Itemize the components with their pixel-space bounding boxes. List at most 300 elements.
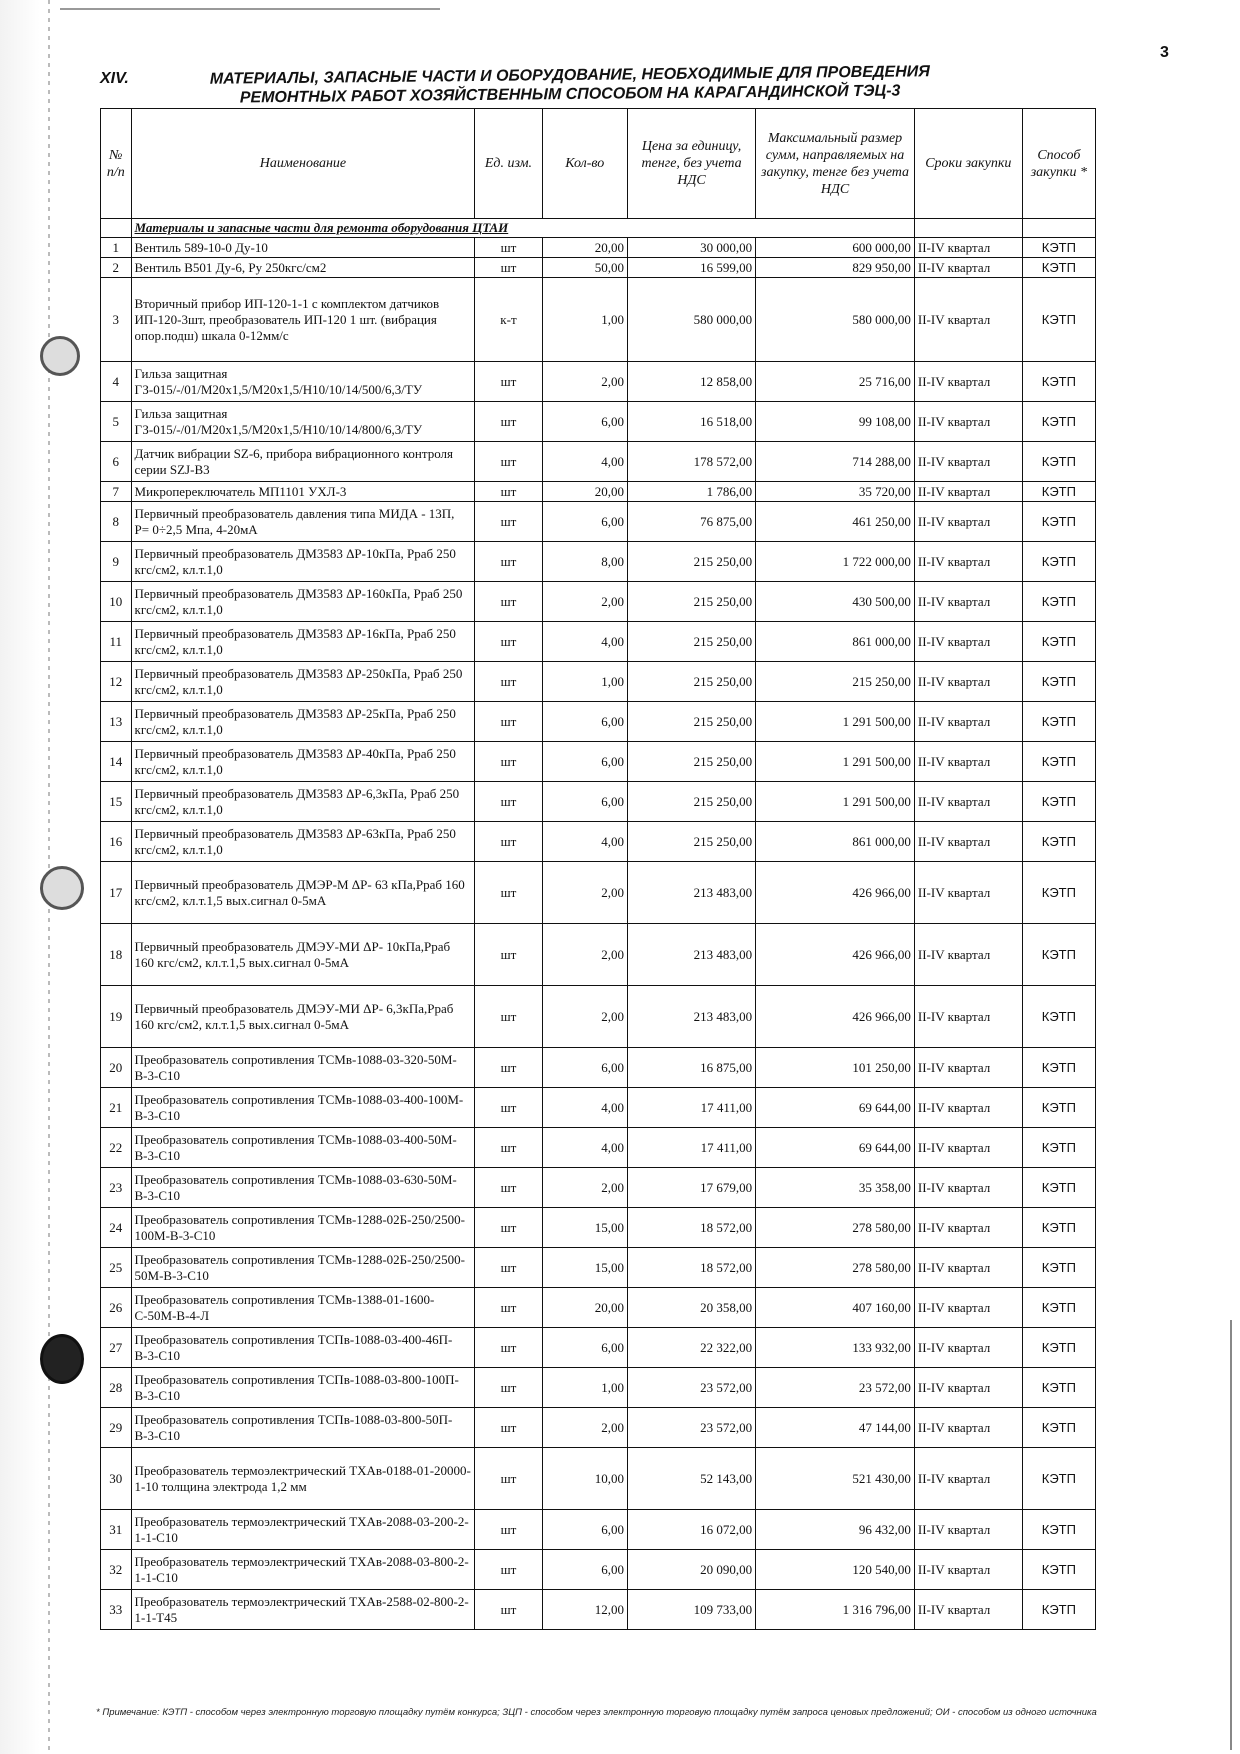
item-max-sum: 461 250,00 <box>756 502 915 542</box>
item-unit-price: 16 599,00 <box>627 258 755 278</box>
table-row <box>101 362 1096 402</box>
item-max-sum: 1 291 500,00 <box>756 702 915 742</box>
item-quantity: 15,00 <box>542 1248 627 1288</box>
item-term: II-IV квартал <box>914 1128 1022 1168</box>
item-method: КЭТП <box>1022 1128 1095 1168</box>
item-max-sum: 714 288,00 <box>756 442 915 482</box>
item-method: КЭТП <box>1022 1088 1095 1128</box>
row-number: 10 <box>101 582 132 622</box>
item-max-sum: 23 572,00 <box>756 1368 915 1408</box>
item-method: КЭТП <box>1022 1048 1095 1088</box>
item-quantity: 2,00 <box>542 1168 627 1208</box>
materials-table <box>100 108 1096 1630</box>
table-row <box>101 1408 1096 1448</box>
item-name: Преобразователь сопротивления ТСМв-1388-01-1600-С-50М-В-4-Л <box>131 1288 475 1328</box>
item-name: Вентиль В501 Ду-6, Ру 250кгс/см2 <box>131 258 475 278</box>
item-quantity: 4,00 <box>542 442 627 482</box>
table-row <box>101 442 1096 482</box>
item-unit: шт <box>475 702 542 742</box>
item-unit: шт <box>475 1168 542 1208</box>
item-quantity: 6,00 <box>542 1550 627 1590</box>
item-name: Преобразователь сопротивления ТСПв-1088-03-800-50П-В-3-С10 <box>131 1408 475 1448</box>
item-method: КЭТП <box>1022 986 1095 1048</box>
item-quantity: 1,00 <box>542 1368 627 1408</box>
item-term: II-IV квартал <box>914 702 1022 742</box>
item-method: КЭТП <box>1022 1368 1095 1408</box>
item-method: КЭТП <box>1022 924 1095 986</box>
row-number: 17 <box>101 862 132 924</box>
row-number: 30 <box>101 1448 132 1510</box>
item-unit: шт <box>475 862 542 924</box>
item-quantity: 2,00 <box>542 986 627 1048</box>
item-max-sum: 521 430,00 <box>756 1448 915 1510</box>
item-term: II-IV квартал <box>914 1088 1022 1128</box>
table-row <box>101 582 1096 622</box>
item-quantity: 15,00 <box>542 1208 627 1248</box>
item-unit-price: 12 858,00 <box>627 362 755 402</box>
row-number: 31 <box>101 1510 132 1550</box>
row-number: 13 <box>101 702 132 742</box>
punch-hole-icon <box>40 336 80 376</box>
item-max-sum: 25 716,00 <box>756 362 915 402</box>
item-method: КЭТП <box>1022 822 1095 862</box>
item-quantity: 6,00 <box>542 402 627 442</box>
table-row <box>101 622 1096 662</box>
item-term: II-IV квартал <box>914 502 1022 542</box>
item-name: Микропереключатель МП1101 УХЛ-3 <box>131 482 475 502</box>
category-row <box>101 219 1096 238</box>
item-quantity: 6,00 <box>542 782 627 822</box>
item-method: КЭТП <box>1022 502 1095 542</box>
item-unit-price: 23 572,00 <box>627 1368 755 1408</box>
item-method: КЭТП <box>1022 1408 1095 1448</box>
item-term: II-IV квартал <box>914 822 1022 862</box>
item-method: КЭТП <box>1022 742 1095 782</box>
item-name: Преобразователь сопротивления ТСМв-1088-03-400-100М-В-3-С10 <box>131 1088 475 1128</box>
footnote: * Примечание: КЭТП - способом через электронную торговую площадку путём конкурса; ЗЦП - способом через электронную торговую площадку путём запроса ценовых предложений; ОИ - способом из одного источника <box>96 1707 1097 1718</box>
item-quantity: 12,00 <box>542 1590 627 1630</box>
header-qty: Кол-во <box>542 109 627 219</box>
item-unit-price: 215 250,00 <box>627 622 755 662</box>
item-name: Первичный преобразователь ДМ3583 ΔР-160кПа, Рраб 250 кгс/см2, кл.т.1,0 <box>131 582 475 622</box>
item-unit-price: 17 411,00 <box>627 1128 755 1168</box>
row-number: 22 <box>101 1128 132 1168</box>
item-unit: шт <box>475 502 542 542</box>
title-line-2: РЕМОНТНЫХ РАБОТ ХОЗЯЙСТВЕННЫМ СПОСОБОМ НА КАРАГАНДИНСКОЙ ТЭЦ-3 <box>239 82 901 107</box>
item-max-sum: 426 966,00 <box>756 862 915 924</box>
item-name: Преобразователь термоэлектрический ТХАв-0188-01-20000-1-10 толщина электрода 1,2 мм <box>131 1448 475 1510</box>
item-unit: шт <box>475 1408 542 1448</box>
item-quantity: 6,00 <box>542 1328 627 1368</box>
item-unit: шт <box>475 542 542 582</box>
item-quantity: 4,00 <box>542 1128 627 1168</box>
row-number: 20 <box>101 1048 132 1088</box>
item-max-sum: 1 316 796,00 <box>756 1590 915 1630</box>
item-max-sum: 215 250,00 <box>756 662 915 702</box>
table-row <box>101 1368 1096 1408</box>
item-term: II-IV квартал <box>914 1208 1022 1248</box>
item-max-sum: 69 644,00 <box>756 1088 915 1128</box>
table-row <box>101 238 1096 258</box>
table-row <box>101 924 1096 986</box>
item-max-sum: 47 144,00 <box>756 1408 915 1448</box>
item-term: II-IV квартал <box>914 542 1022 582</box>
item-unit: шт <box>475 822 542 862</box>
item-unit-price: 22 322,00 <box>627 1328 755 1368</box>
item-name: Преобразователь сопротивления ТСМв-1088-03-400-50М-В-3-С10 <box>131 1128 475 1168</box>
item-term: II-IV квартал <box>914 1168 1022 1208</box>
row-number: 14 <box>101 742 132 782</box>
item-term: II-IV квартал <box>914 482 1022 502</box>
row-number: 15 <box>101 782 132 822</box>
row-number: 23 <box>101 1168 132 1208</box>
item-unit-price: 30 000,00 <box>627 238 755 258</box>
row-number: 1 <box>101 238 132 258</box>
item-max-sum: 278 580,00 <box>756 1208 915 1248</box>
item-method: КЭТП <box>1022 1590 1095 1630</box>
item-unit-price: 215 250,00 <box>627 582 755 622</box>
item-term: II-IV квартал <box>914 924 1022 986</box>
table-row <box>101 702 1096 742</box>
table-row <box>101 822 1096 862</box>
row-number: 33 <box>101 1590 132 1630</box>
item-term: II-IV квартал <box>914 1248 1022 1288</box>
item-max-sum: 101 250,00 <box>756 1048 915 1088</box>
item-term: II-IV квартал <box>914 402 1022 442</box>
item-method: КЭТП <box>1022 402 1095 442</box>
item-unit-price: 18 572,00 <box>627 1248 755 1288</box>
item-unit-price: 213 483,00 <box>627 924 755 986</box>
category-label: Материалы и запасные части для ремонта оборудования ЦТАИ <box>131 219 914 238</box>
table-row <box>101 1288 1096 1328</box>
item-method: КЭТП <box>1022 482 1095 502</box>
row-number: 25 <box>101 1248 132 1288</box>
item-unit: шт <box>475 1128 542 1168</box>
item-max-sum: 69 644,00 <box>756 1128 915 1168</box>
row-number: 28 <box>101 1368 132 1408</box>
table-row <box>101 402 1096 442</box>
item-name: Вторичный прибор ИП-120-1-1 с комплектом датчиков ИП-120-3шт, преобразователь ИП-120 1 шт. (вибрация опор.подш) шкала 0-12мм/с <box>131 278 475 362</box>
item-unit: шт <box>475 238 542 258</box>
page-title <box>150 62 990 109</box>
table-row <box>101 742 1096 782</box>
item-max-sum: 99 108,00 <box>756 402 915 442</box>
item-term: II-IV квартал <box>914 622 1022 662</box>
item-term: II-IV квартал <box>914 1408 1022 1448</box>
item-quantity: 6,00 <box>542 702 627 742</box>
page-number: 3 <box>1160 44 1169 61</box>
item-max-sum: 426 966,00 <box>756 986 915 1048</box>
row-number: 21 <box>101 1088 132 1128</box>
item-name: Первичный преобразователь ДМЭУ-МИ ΔР- 6,3кПа,Рраб 160 кгс/см2, кл.т.1,5 вых.сигнал 0-5мА <box>131 986 475 1048</box>
table-row <box>101 986 1096 1048</box>
item-max-sum: 1 291 500,00 <box>756 782 915 822</box>
item-method: КЭТП <box>1022 622 1095 662</box>
row-number: 24 <box>101 1208 132 1248</box>
item-unit: к-т <box>475 278 542 362</box>
item-quantity: 4,00 <box>542 1088 627 1128</box>
item-quantity: 4,00 <box>542 822 627 862</box>
item-name: Первичный преобразователь ДМ3583 ΔР-63кПа, Рраб 250 кгс/см2, кл.т.1,0 <box>131 822 475 862</box>
item-unit-price: 213 483,00 <box>627 986 755 1048</box>
item-unit: шт <box>475 582 542 622</box>
row-number: 11 <box>101 622 132 662</box>
item-unit-price: 76 875,00 <box>627 502 755 542</box>
row-number: 29 <box>101 1408 132 1448</box>
item-unit: шт <box>475 1088 542 1128</box>
row-number: 16 <box>101 822 132 862</box>
item-name: Гильза защитная ГЗ-015/-/01/M20x1,5/M20x1,5/H10/10/14/500/6,3/ТУ <box>131 362 475 402</box>
row-number: 5 <box>101 402 132 442</box>
item-unit-price: 16 518,00 <box>627 402 755 442</box>
item-unit: шт <box>475 986 542 1048</box>
item-name: Гильза защитная ГЗ-015/-/01/M20x1,5/M20x1,5/H10/10/14/800/6,3/ТУ <box>131 402 475 442</box>
row-number: 12 <box>101 662 132 702</box>
table-row <box>101 1248 1096 1288</box>
item-quantity: 1,00 <box>542 278 627 362</box>
row-number: 4 <box>101 362 132 402</box>
item-method: КЭТП <box>1022 1510 1095 1550</box>
item-unit: шт <box>475 442 542 482</box>
item-term: II-IV квартал <box>914 782 1022 822</box>
table-row <box>101 862 1096 924</box>
item-quantity: 6,00 <box>542 1510 627 1550</box>
table-row <box>101 1550 1096 1590</box>
row-number: 2 <box>101 258 132 278</box>
item-quantity: 2,00 <box>542 582 627 622</box>
item-method: КЭТП <box>1022 258 1095 278</box>
item-unit-price: 109 733,00 <box>627 1590 755 1630</box>
row-number: 18 <box>101 924 132 986</box>
item-unit: шт <box>475 782 542 822</box>
header-method: Способ закупки * <box>1022 109 1095 219</box>
table-row <box>101 1510 1096 1550</box>
item-term: II-IV квартал <box>914 1368 1022 1408</box>
item-name: Первичный преобразователь ДМ3583 ΔР-25кПа, Рраб 250 кгс/см2, кл.т.1,0 <box>131 702 475 742</box>
item-method: КЭТП <box>1022 662 1095 702</box>
item-max-sum: 861 000,00 <box>756 822 915 862</box>
header-name: Наименование <box>131 109 475 219</box>
item-term: II-IV квартал <box>914 1328 1022 1368</box>
table-row <box>101 1048 1096 1088</box>
item-name: Первичный преобразователь давления типа МИДА - 13П, Р= 0÷2,5 Мпа, 4-20мА <box>131 502 475 542</box>
item-unit-price: 16 072,00 <box>627 1510 755 1550</box>
item-name: Первичный преобразователь ДМ3583 ΔР-250кПа, Рраб 250 кгс/см2, кл.т.1,0 <box>131 662 475 702</box>
item-term: II-IV квартал <box>914 278 1022 362</box>
item-quantity: 8,00 <box>542 542 627 582</box>
item-name: Первичный преобразователь ДМ3583 ΔР-16кПа, Рраб 250 кгс/см2, кл.т.1,0 <box>131 622 475 662</box>
section-number: XIV. <box>100 70 129 87</box>
table-row <box>101 1168 1096 1208</box>
table-row <box>101 1208 1096 1248</box>
row-number: 6 <box>101 442 132 482</box>
item-name: Преобразователь термоэлектрический ТХАв-2088-03-800-2-1-1-С10 <box>131 1550 475 1590</box>
item-unit-price: 178 572,00 <box>627 442 755 482</box>
item-unit-price: 16 875,00 <box>627 1048 755 1088</box>
item-unit: шт <box>475 1510 542 1550</box>
item-term: II-IV квартал <box>914 1550 1022 1590</box>
item-unit-price: 20 358,00 <box>627 1288 755 1328</box>
item-term: II-IV квартал <box>914 1510 1022 1550</box>
item-max-sum: 829 950,00 <box>756 258 915 278</box>
item-term: II-IV квартал <box>914 662 1022 702</box>
item-method: КЭТП <box>1022 1168 1095 1208</box>
header-unit: Ед. изм. <box>475 109 542 219</box>
scan-right-line <box>1230 1320 1232 1750</box>
table-header-row <box>101 109 1096 219</box>
item-quantity: 4,00 <box>542 622 627 662</box>
item-unit: шт <box>475 1048 542 1088</box>
item-method: КЭТП <box>1022 362 1095 402</box>
item-max-sum: 407 160,00 <box>756 1288 915 1328</box>
item-max-sum: 96 432,00 <box>756 1510 915 1550</box>
header-max-sum: Максимальный размер сумм, направляемых на закупку, тенге без учета НДС <box>756 109 915 219</box>
item-term: II-IV квартал <box>914 986 1022 1048</box>
item-name: Первичный преобразователь ДМ3583 ΔР-6,3кПа, Рраб 250 кгс/см2, кл.т.1,0 <box>131 782 475 822</box>
item-method: КЭТП <box>1022 1550 1095 1590</box>
item-unit: шт <box>475 1288 542 1328</box>
item-unit: шт <box>475 1550 542 1590</box>
item-term: II-IV квартал <box>914 258 1022 278</box>
item-max-sum: 35 358,00 <box>756 1168 915 1208</box>
item-unit: шт <box>475 482 542 502</box>
table-row <box>101 482 1096 502</box>
item-term: II-IV квартал <box>914 442 1022 482</box>
item-method: КЭТП <box>1022 238 1095 258</box>
scan-top-line <box>60 8 440 10</box>
item-method: КЭТП <box>1022 1208 1095 1248</box>
item-name: Преобразователь сопротивления ТСМв-1288-02Б-250/2500-100М-В-3-С10 <box>131 1208 475 1248</box>
header-term: Сроки закупки <box>914 109 1022 219</box>
punch-hole-icon <box>40 1334 84 1384</box>
item-quantity: 50,00 <box>542 258 627 278</box>
item-quantity: 20,00 <box>542 482 627 502</box>
table-row <box>101 258 1096 278</box>
item-term: II-IV квартал <box>914 582 1022 622</box>
item-quantity: 6,00 <box>542 502 627 542</box>
item-unit: шт <box>475 662 542 702</box>
item-max-sum: 430 500,00 <box>756 582 915 622</box>
item-term: II-IV квартал <box>914 1590 1022 1630</box>
item-unit-price: 215 250,00 <box>627 742 755 782</box>
item-unit: шт <box>475 924 542 986</box>
item-unit-price: 580 000,00 <box>627 278 755 362</box>
item-max-sum: 861 000,00 <box>756 622 915 662</box>
item-quantity: 1,00 <box>542 662 627 702</box>
item-max-sum: 120 540,00 <box>756 1550 915 1590</box>
item-unit-price: 52 143,00 <box>627 1448 755 1510</box>
table-row <box>101 542 1096 582</box>
row-number: 7 <box>101 482 132 502</box>
row-number: 27 <box>101 1328 132 1368</box>
item-unit-price: 1 786,00 <box>627 482 755 502</box>
item-term: II-IV квартал <box>914 862 1022 924</box>
item-name: Датчик вибрации SZ-6, прибора вибрационного контроля серии SZJ-B3 <box>131 442 475 482</box>
item-quantity: 2,00 <box>542 1408 627 1448</box>
item-unit-price: 215 250,00 <box>627 662 755 702</box>
item-method: КЭТП <box>1022 278 1095 362</box>
item-unit: шт <box>475 1208 542 1248</box>
item-unit-price: 20 090,00 <box>627 1550 755 1590</box>
item-max-sum: 133 932,00 <box>756 1328 915 1368</box>
item-name: Преобразователь сопротивления ТСМв-1288-02Б-250/2500-50М-В-3-С10 <box>131 1248 475 1288</box>
item-quantity: 6,00 <box>542 1048 627 1088</box>
row-number: 3 <box>101 278 132 362</box>
item-quantity: 20,00 <box>542 1288 627 1328</box>
item-unit-price: 215 250,00 <box>627 782 755 822</box>
item-unit-price: 213 483,00 <box>627 862 755 924</box>
row-number: 32 <box>101 1550 132 1590</box>
item-term: II-IV квартал <box>914 1048 1022 1088</box>
row-number: 9 <box>101 542 132 582</box>
item-max-sum: 426 966,00 <box>756 924 915 986</box>
table-row <box>101 662 1096 702</box>
row-number: 26 <box>101 1288 132 1328</box>
item-name: Преобразователь сопротивления ТСМв-1088-03-320-50М-В-3-С10 <box>131 1048 475 1088</box>
item-term: II-IV квартал <box>914 238 1022 258</box>
item-unit: шт <box>475 1368 542 1408</box>
table-row <box>101 1328 1096 1368</box>
item-max-sum: 278 580,00 <box>756 1248 915 1288</box>
item-unit-price: 17 679,00 <box>627 1168 755 1208</box>
item-max-sum: 1 291 500,00 <box>756 742 915 782</box>
item-term: II-IV квартал <box>914 362 1022 402</box>
item-name: Преобразователь термоэлектрический ТХАв-2588-02-800-2-1-1-Т45 <box>131 1590 475 1630</box>
item-max-sum: 1 722 000,00 <box>756 542 915 582</box>
item-quantity: 10,00 <box>542 1448 627 1510</box>
item-unit: шт <box>475 258 542 278</box>
item-method: КЭТП <box>1022 442 1095 482</box>
item-unit: шт <box>475 1248 542 1288</box>
item-quantity: 20,00 <box>542 238 627 258</box>
item-unit-price: 23 572,00 <box>627 1408 755 1448</box>
item-name: Первичный преобразователь ДМЭУ-МИ ΔР- 10кПа,Рраб 160 кгс/см2, кл.т.1,5 вых.сигнал 0-5мА <box>131 924 475 986</box>
item-name: Первичный преобразователь ДМ3583 ΔР-10кПа, Рраб 250 кгс/см2, кл.т.1,0 <box>131 542 475 582</box>
item-method: КЭТП <box>1022 782 1095 822</box>
row-number: 19 <box>101 986 132 1048</box>
item-unit: шт <box>475 742 542 782</box>
item-unit: шт <box>475 1328 542 1368</box>
item-quantity: 2,00 <box>542 924 627 986</box>
item-quantity: 6,00 <box>542 742 627 782</box>
table-row <box>101 278 1096 362</box>
item-max-sum: 580 000,00 <box>756 278 915 362</box>
item-method: КЭТП <box>1022 542 1095 582</box>
item-max-sum: 35 720,00 <box>756 482 915 502</box>
item-term: II-IV квартал <box>914 1448 1022 1510</box>
item-method: КЭТП <box>1022 1448 1095 1510</box>
item-method: КЭТП <box>1022 582 1095 622</box>
row-number: 8 <box>101 502 132 542</box>
scan-edge-shadow <box>0 0 40 1754</box>
item-unit-price: 215 250,00 <box>627 822 755 862</box>
item-unit-price: 18 572,00 <box>627 1208 755 1248</box>
item-term: II-IV квартал <box>914 742 1022 782</box>
item-method: КЭТП <box>1022 862 1095 924</box>
item-name: Первичный преобразователь ДМ3583 ΔР-40кПа, Рраб 250 кгс/см2, кл.т.1,0 <box>131 742 475 782</box>
item-unit-price: 17 411,00 <box>627 1088 755 1128</box>
item-unit: шт <box>475 362 542 402</box>
table-row <box>101 1448 1096 1510</box>
item-unit: шт <box>475 402 542 442</box>
table-row <box>101 782 1096 822</box>
item-name: Преобразователь сопротивления ТСМв-1088-03-630-50М-В-3-С10 <box>131 1168 475 1208</box>
item-unit-price: 215 250,00 <box>627 542 755 582</box>
item-name: Первичный преобразователь ДМЭР-М ΔР- 63 кПа,Рраб 160 кгс/см2, кл.т.1,5 вых.сигнал 0-5мА <box>131 862 475 924</box>
item-unit: шт <box>475 1590 542 1630</box>
header-price: Цена за единицу, тенге, без учета НДС <box>627 109 755 219</box>
table-row <box>101 1128 1096 1168</box>
